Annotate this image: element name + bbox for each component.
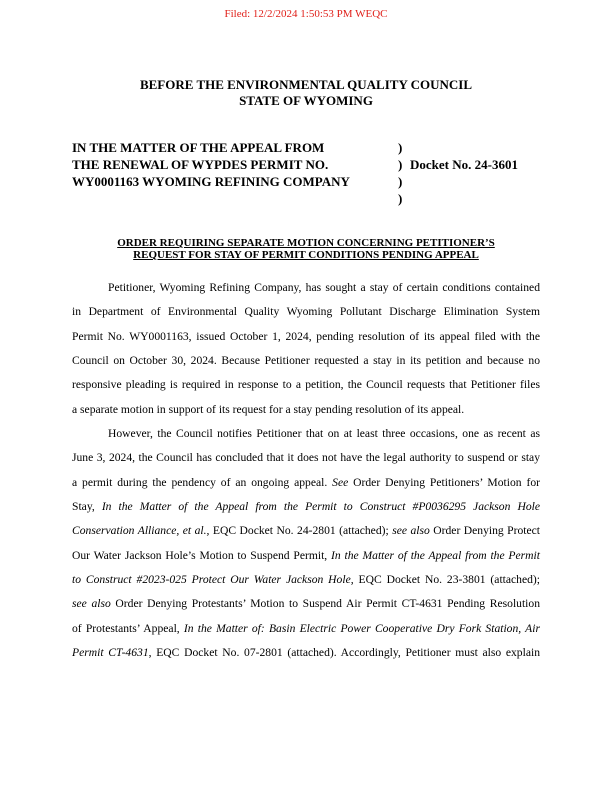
order-title [0, 237, 612, 261]
caption-line: THE RENEWAL OF WYPDES PERMIT NO. [72, 157, 329, 172]
signal-see: See [332, 475, 349, 489]
case-caption [72, 139, 542, 207]
case-citation: to Construct #2023-025 Protect Our Water Jackson Hole, [72, 573, 354, 587]
caption-paren: ) [398, 191, 403, 206]
paragraph-line: Conservation Alliance, et al., EQC Docket No. 24-2801 (attached); see also Order Denying Protect [72, 524, 541, 538]
case-citation: In the Matter of the Appeal from the Permit [331, 548, 540, 562]
paragraph-line: Our Water Jackson Hole’s Motion to Suspend Permit, In the Matter of the Appeal from the Permit [72, 548, 540, 562]
paragraph-line: to Construct #2023-025 Protect Our Water Jackson Hole, EQC Docket No. 23-3801 (attached); [72, 573, 540, 587]
case-citation: Conservation Alliance, et al., [72, 524, 210, 538]
caption-line: WY0001163 WYOMING REFINING COMPANY [72, 174, 350, 189]
paragraph-line: June 3, 2024, the Council has concluded that it does not have the legal authority to suspend or stay [72, 451, 540, 465]
case-citation: Permit CT-4631 [72, 646, 149, 660]
caption-paren: ) [398, 157, 403, 172]
signal-see-also: see also [72, 597, 111, 611]
paragraph-line: Permit No. WY0001163, issued October 1, 2024, pending resolution of its appeal filed with the [72, 329, 540, 343]
order-title-line: REQUEST FOR STAY OF PERMIT CONDITIONS PENDING APPEAL [133, 249, 479, 261]
signal-see-also: see also [392, 524, 430, 538]
case-citation: In the Matter of: Basin Electric Power Cooperative Dry Fork Station, Air [183, 621, 540, 635]
paragraph-line: see also Order Denying Protestants’ Motion to Suspend Air Permit CT-4631 Pending Resolution [72, 597, 540, 611]
caption-line: IN THE MATTER OF THE APPEAL FROM [72, 140, 325, 155]
paragraph-line: However, the Council notifies Petitioner that on at least three occasions, one as recent as [108, 427, 540, 441]
caption-row [72, 156, 542, 173]
paragraph-line: a permit during the pendency of an ongoing appeal. See Order Denying Petitioners’ Motion for [72, 475, 540, 489]
paragraph-line: a separate motion in support of its request for a stay pending resolution of its appeal. [72, 402, 465, 416]
docket-number: Docket No. 24-3601 [410, 157, 518, 172]
paragraph-line: Council on October 30, 2024. Because Petitioner requested a stay in its petition and because no [72, 354, 540, 368]
paragraph-line: responsive pleading is required in response to a petition, the Council requests that Petitioner files [72, 378, 540, 392]
filed-stamp: Filed: 12/2/2024 1:50:53 PM WEQC [224, 8, 388, 20]
order-title-line: ORDER REQUIRING SEPARATE MOTION CONCERNING PETITIONER’S [117, 237, 495, 249]
caption-line [72, 190, 398, 207]
caption-row [72, 173, 542, 190]
court-state: STATE OF WYOMING [239, 93, 373, 108]
caption-paren: ) [398, 140, 403, 155]
paragraph-line: Permit CT-4631, EQC Docket No. 07-2801 (attached). Accordingly, Petitioner must also explain [72, 646, 540, 660]
paragraph-line: of Protestants’ Appeal, In the Matter of: Basin Electric Power Cooperative Dry Fork Station, Air [72, 621, 540, 635]
paragraph-line: Stay, In the Matter of the Appeal from the Permit to Construct #P0036295 Jackson Hole [72, 500, 540, 514]
paragraph-line: Petitioner, Wyoming Refining Company, has sought a stay of certain conditions contained [108, 281, 540, 294]
court-heading [0, 77, 612, 109]
paragraph-line: in Department of Environmental Quality Wyoming Pollutant Discharge Elimination System [72, 305, 540, 319]
order-body [72, 276, 540, 666]
caption-row [72, 139, 542, 156]
caption-row [72, 190, 542, 207]
case-citation: In the Matter of the Appeal from the Permit to Construct #P0036295 Jackson Hole [101, 500, 540, 514]
court-name: BEFORE THE ENVIRONMENTAL QUALITY COUNCIL [139, 77, 473, 92]
caption-paren: ) [398, 174, 403, 189]
